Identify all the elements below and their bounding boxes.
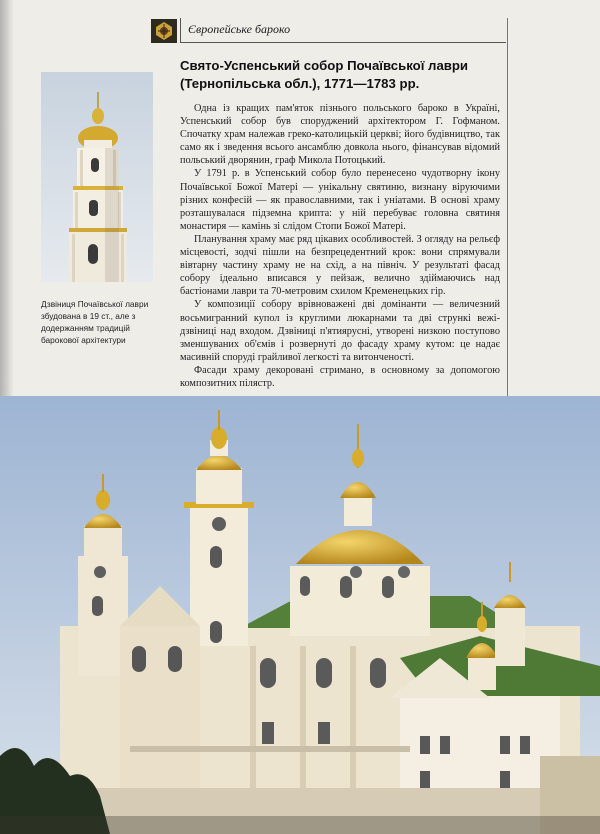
text-frame-rule <box>507 18 508 396</box>
cathedral-illustration <box>0 396 600 834</box>
running-header <box>0 0 600 42</box>
article-title: Свято-Успенський собор Почаївської лаври (Тернопільська обл.), 1771—1783 рр. <box>180 58 469 91</box>
paragraph: У композиції собору врівноважені дві домінанти — величезний восьмигранний купол із круглими люкарнами та дві стрункі вежі-дзвіниці над входом. Дзвіниці п'ятиярусні, утворені низкою поступово зменшуваних об'ємів і розвернуті до фасаду храму кутом: це надає масивній споруді грайливої легкості та витонченості. <box>180 299 500 363</box>
photo-caption: Дзвіниця Почаївської лаври збудована в 19 ст., але з додержанням традицій барокової архітектури <box>41 299 149 345</box>
paragraph: Одна із кращих пам'яток пізнього польського бароко в Україні, Успенський собор був споруджений архітектором Г. Гофманом. Спочатку храм належав греко-католицькій церкві; його будівництво, так само як і зведення всього ансамблю довкола нього, фінансував відомий польський дворянин, граф Микола Потоцький. <box>180 103 500 167</box>
bell-tower-illustration <box>41 72 153 282</box>
cathedral-photo <box>0 396 600 834</box>
bell-tower-photo <box>41 72 153 282</box>
header-divider <box>180 18 181 42</box>
paragraph: Фасади храму декоровані стримано, в основному за допомогою композитних пілястр. <box>180 364 500 389</box>
paragraph: У 1791 р. в Успенський собор було перенесено чудотворну ікону Почаївської Божої Матері — унікальну святиню, визнану віруючими різних конфесій — як православними, так і уніатами. В основі храму розташувалася підземна крипта: у ній перебуває головна святиня монастиря — камінь зі слідом Стопи Божої Матері. <box>180 168 500 232</box>
article-body <box>180 102 500 390</box>
header-rule <box>180 42 506 43</box>
paragraph: Планування храму має ряд цікавих особливостей. З огляду на рельєф місцевості, зодчі пішли на безпрецедентний крок: вони спрямували вівтарну частину храму не на схід, а на північ. У результаті фасад собору ідеально вписався у пейзаж, велично здіймаючись над бастіонами лаври та 70-метровим схилом Кременецьких гір. <box>180 233 500 298</box>
ornamental-emblem-icon <box>151 19 177 43</box>
section-title: Європейське бароко <box>188 22 291 36</box>
